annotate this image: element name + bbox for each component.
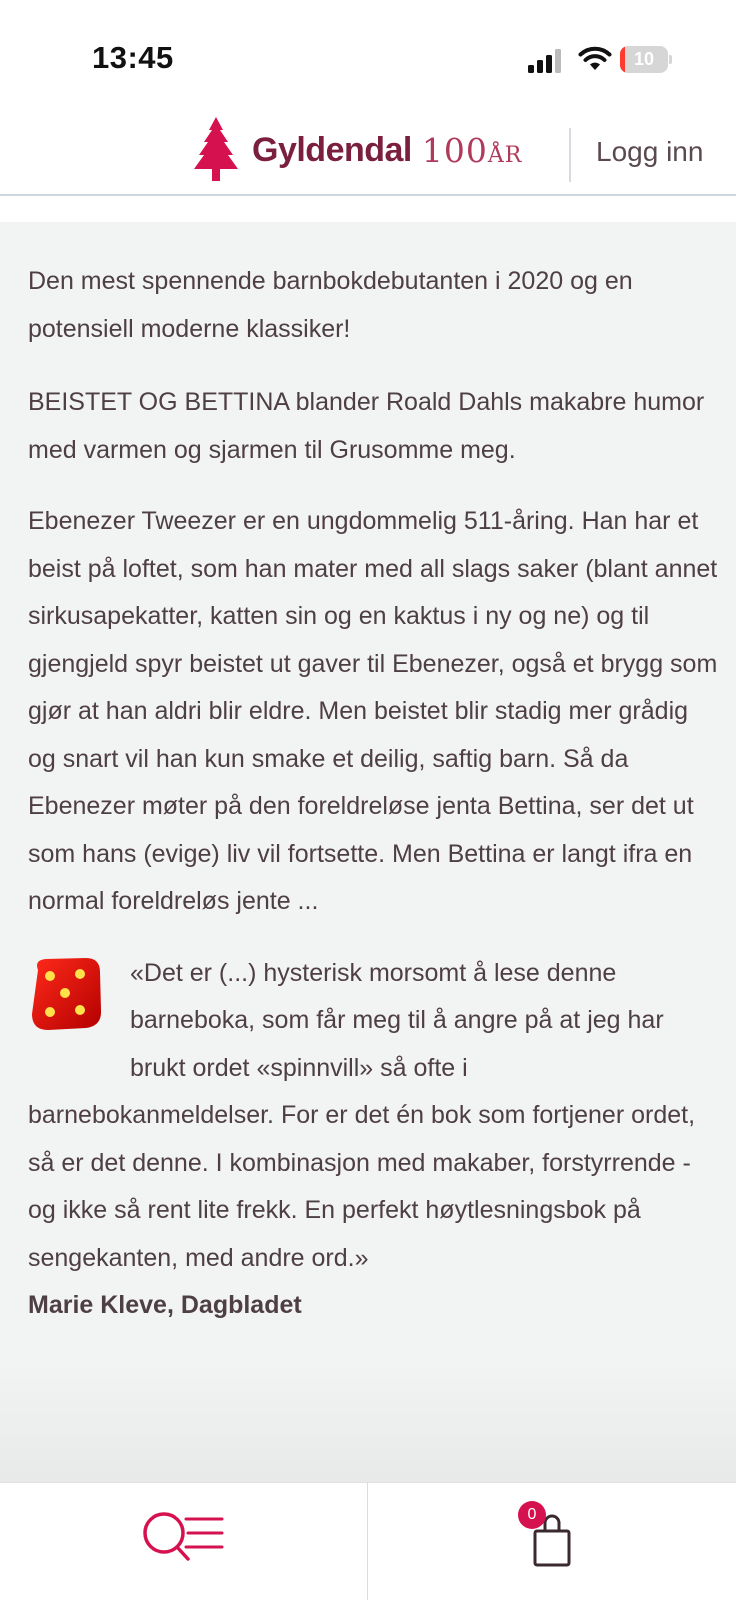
- wifi-icon: [578, 46, 612, 72]
- cellular-signal-icon: [528, 49, 564, 73]
- comparison-paragraph: BEISTET OG BETTINA blander Roald Dahls makabre humor med varmen og sjarmen til Grusomme meg.: [28, 388, 705, 464]
- nav-divider: [367, 1483, 368, 1600]
- login-link[interactable]: Logg inn: [596, 136, 704, 167]
- intro-paragraph: Den mest spennende barnbokdebutanten i 2020 og en potensiell moderne klassiker!: [28, 267, 633, 343]
- synopsis-paragraph: Ebenezer Tweezer er en ungdommelig 511-åring. Han har et beist på loftet, som han mater med all slags saker (blant annet sirkusapekatter, katten sin og en kaktus i ny og ne) og til gjengjeld spyr beistet ut gaver til Ebenezer, også et brygg som gjør at han aldri blir eldre. Men beistet blir stadig mer grådig og snart vil han kun smake et deilig, saftig barn. Så da Ebenezer møter på den foreldreløse jenta Bettina, ser det ut som hans (evige) liv vil fortsette. Men Bettina er langt ifra en normal foreldreløs jente ...: [28, 507, 718, 915]
- reviewer-name: Marie Kleve, Dagbladet: [28, 1291, 302, 1319]
- bottom-nav: [0, 1482, 736, 1600]
- book-description: [0, 222, 736, 1482]
- review-block: [28, 950, 718, 1330]
- site-header: [0, 110, 736, 196]
- cart-count-badge: 0: [518, 1501, 546, 1529]
- battery-icon: [620, 46, 672, 73]
- status-time: 13:45: [92, 40, 174, 75]
- logo-years: [422, 131, 522, 170]
- logo-name: Gyldendal: [252, 130, 412, 169]
- battery-level: 10: [633, 49, 655, 69]
- dice-five-icon: [28, 956, 104, 1032]
- review-quote: «Det er (...) hysterisk morsomt å lese denne barneboka, som får meg til å angre på at jeg har brukt ordet «spinnvill» så ofte i barnebokanmeldelser. For er det én bok som fortjener ordet, så er det denne. I kombinasjon med makaber, forstyrrende - og ikke så rent lite frekk. En perfekt høytlesningsbok på sengekanten, med andre ord.»: [28, 958, 696, 1272]
- header-divider: [569, 128, 571, 182]
- gyldendal-logo[interactable]: [190, 114, 522, 186]
- logo-years-word: ÅR: [487, 142, 523, 168]
- search-menu-icon[interactable]: [140, 1503, 230, 1573]
- logo-years-number: 100: [421, 130, 488, 170]
- fir-tree-icon: [190, 117, 242, 183]
- content-fade: [0, 1362, 736, 1482]
- status-bar: [0, 0, 736, 110]
- cart-button[interactable]: [512, 1501, 582, 1581]
